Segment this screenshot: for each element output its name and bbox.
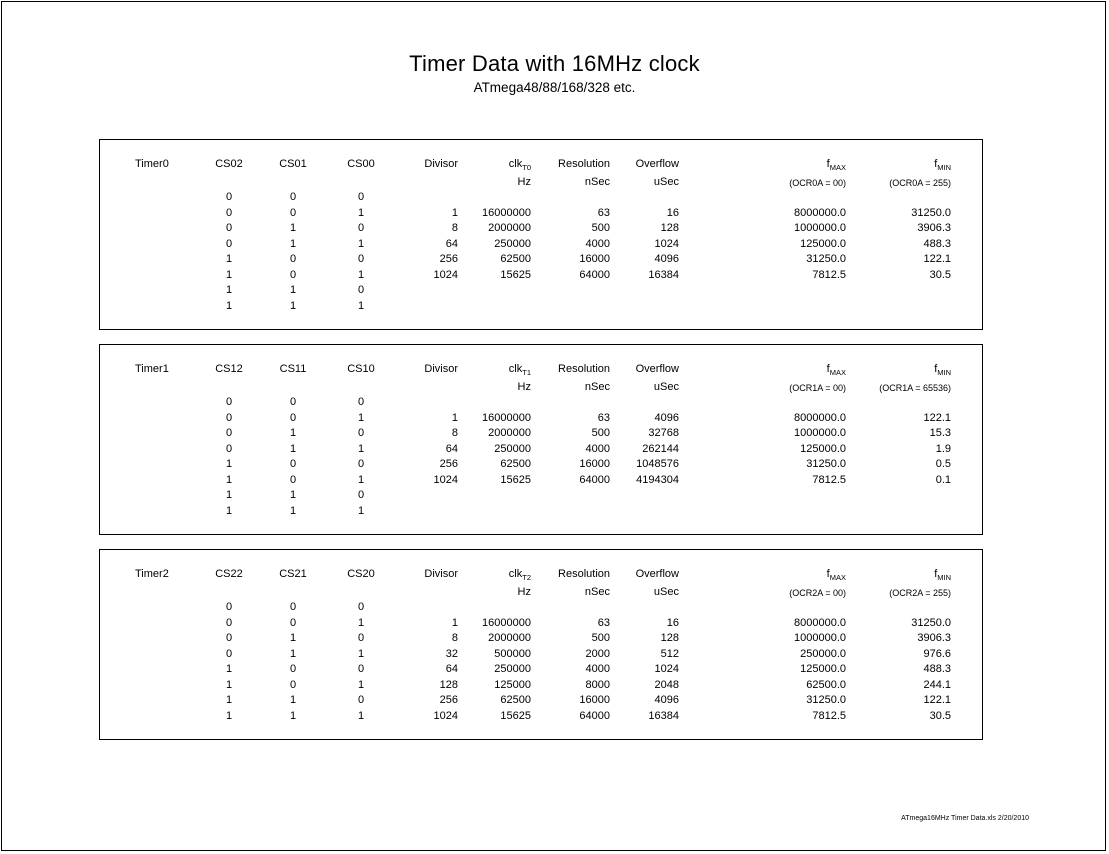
cs-bit-cell: 1 xyxy=(357,411,365,424)
clk-cell: 62500 xyxy=(500,253,531,265)
cs-bit-cell: 0 xyxy=(225,647,233,660)
cs-bit-cell: 0 xyxy=(289,268,297,281)
cs-bit-cell: 0 xyxy=(289,601,297,613)
clk-header-subscript: T0 xyxy=(522,163,531,172)
clk-header-subscript: T1 xyxy=(522,368,531,377)
clk-cell: 125000 xyxy=(494,678,531,691)
fmin-header xyxy=(851,158,951,171)
timer-name: Timer1 xyxy=(135,363,169,375)
divisor-cell: 256 xyxy=(439,458,458,470)
divisor-cell: 1 xyxy=(451,616,458,629)
cs-bit-cell: 1 xyxy=(357,678,365,691)
fmax-header-subscript: MAX xyxy=(829,368,846,377)
fmin-cell: 30.5 xyxy=(929,268,951,281)
fmin-cell: 1.9 xyxy=(935,442,951,455)
resolution-header: Resolution xyxy=(558,363,610,375)
overflow-cell: 16 xyxy=(666,616,679,629)
cs-bit-cell: 0 xyxy=(289,411,297,424)
cs-bit-cell: 1 xyxy=(289,709,297,722)
overflow-header: Overflow xyxy=(635,363,679,375)
divisor-header: Divisor xyxy=(424,158,458,170)
cs-header: CS01 xyxy=(279,158,307,170)
fmin-cell: 122.1 xyxy=(923,253,951,265)
cs-bit-cell: 1 xyxy=(225,458,233,470)
overflow-cell: 32768 xyxy=(648,427,679,439)
timer-table-timer2 xyxy=(99,549,983,740)
cs-bit-cell: 0 xyxy=(289,191,297,203)
cs-bit-cell: 1 xyxy=(357,504,365,517)
fmax-cell: 8000000.0 xyxy=(794,411,846,424)
cs-bit-cell: 1 xyxy=(357,268,365,281)
resolution-cell: 64000 xyxy=(579,268,610,281)
overflow-cell: 16384 xyxy=(648,709,679,722)
divisor-cell: 1024 xyxy=(433,268,458,281)
timer-table-timer1 xyxy=(99,344,983,535)
cs-bit-cell: 1 xyxy=(357,647,365,660)
cs-bit-cell: 0 xyxy=(289,206,297,219)
cs-bit-cell: 1 xyxy=(225,663,233,675)
divisor-header: Divisor xyxy=(424,568,458,580)
overflow-cell: 1024 xyxy=(654,663,679,675)
cs-header: CS10 xyxy=(347,363,375,375)
fmin-cell: 122.1 xyxy=(923,411,951,424)
cs-bit-cell: 1 xyxy=(225,694,233,706)
cs-bit-cell: 1 xyxy=(225,253,233,265)
fmin-cell: 31250.0 xyxy=(911,206,951,219)
cs-header: CS22 xyxy=(215,568,243,580)
resolution-cell: 8000 xyxy=(585,678,610,691)
fmin-cell: 122.1 xyxy=(923,694,951,706)
cs-bit-cell: 1 xyxy=(357,709,365,722)
cs-bit-cell: 0 xyxy=(357,427,365,439)
clk-cell: 250000 xyxy=(494,663,531,675)
divisor-cell: 1 xyxy=(451,206,458,219)
fmin-cell: 0.1 xyxy=(935,473,951,486)
resolution-header: Resolution xyxy=(558,158,610,170)
fmax-cell: 8000000.0 xyxy=(794,206,846,219)
fmax-header-base: f xyxy=(826,158,830,170)
clk-header-base: clk xyxy=(508,158,523,170)
timer-table-timer0 xyxy=(99,139,983,330)
fmin-header-subscript: MIN xyxy=(937,163,951,172)
resolution-cell: 16000 xyxy=(579,253,610,265)
fmax-unit: (OCR0A = 00) xyxy=(789,178,846,188)
fmax-cell: 1000000.0 xyxy=(794,222,846,234)
resolution-cell: 4000 xyxy=(585,442,610,455)
fmax-cell: 8000000.0 xyxy=(794,616,846,629)
overflow-cell: 16384 xyxy=(648,268,679,281)
cs-bit-cell: 0 xyxy=(225,396,233,408)
fmax-header-subscript: MAX xyxy=(829,163,846,172)
divisor-cell: 64 xyxy=(445,442,458,455)
timer-name: Timer0 xyxy=(135,158,169,170)
timer-name: Timer2 xyxy=(135,568,169,580)
cs-bit-cell: 0 xyxy=(289,458,297,470)
fmax-cell: 125000.0 xyxy=(800,237,846,250)
cs-bit-cell: 1 xyxy=(225,268,233,281)
cs-bit-cell: 0 xyxy=(357,632,365,644)
clk-unit: Hz xyxy=(517,381,531,393)
overflow-cell: 2048 xyxy=(654,678,679,691)
cs-bit-cell: 1 xyxy=(289,504,297,517)
cs-bit-cell: 0 xyxy=(225,442,233,455)
fmax-cell: 1000000.0 xyxy=(794,427,846,439)
cs-bit-cell: 1 xyxy=(357,299,365,312)
cs-header: CS21 xyxy=(279,568,307,580)
cs-bit-cell: 0 xyxy=(289,678,297,691)
cs-bit-cell: 1 xyxy=(357,473,365,486)
cs-bit-cell: 1 xyxy=(225,299,233,312)
fmin-cell: 31250.0 xyxy=(911,616,951,629)
cs-bit-cell: 1 xyxy=(225,489,233,501)
fmax-cell: 7812.5 xyxy=(812,268,846,281)
divisor-cell: 64 xyxy=(445,663,458,675)
cs-bit-cell: 1 xyxy=(225,678,233,691)
overflow-unit: uSec xyxy=(653,586,679,598)
overflow-unit: uSec xyxy=(653,381,679,393)
clk-cell: 500000 xyxy=(494,647,531,660)
overflow-cell: 512 xyxy=(660,647,679,660)
fmin-header xyxy=(851,363,951,376)
fmin-header-base: f xyxy=(934,568,938,580)
fmin-header xyxy=(851,568,951,581)
fmax-cell: 31250.0 xyxy=(806,253,846,265)
fmin-header-base: f xyxy=(934,158,938,170)
fmax-cell: 31250.0 xyxy=(806,458,846,470)
cs-bit-cell: 0 xyxy=(357,191,365,203)
cs-bit-cell: 1 xyxy=(289,237,297,250)
divisor-cell: 32 xyxy=(445,647,458,660)
cs-bit-cell: 1 xyxy=(289,647,297,660)
fmin-cell: 976.6 xyxy=(923,647,951,660)
fmin-header-base: f xyxy=(934,363,938,375)
overflow-header: Overflow xyxy=(635,158,679,170)
overflow-cell: 1024 xyxy=(654,237,679,250)
resolution-cell: 500 xyxy=(591,632,610,644)
cs-bit-cell: 0 xyxy=(225,411,233,424)
fmin-unit: (OCR2A = 255) xyxy=(889,588,951,598)
clk-cell: 16000000 xyxy=(482,206,531,219)
cs-bit-cell: 1 xyxy=(357,237,365,250)
overflow-cell: 262144 xyxy=(642,442,679,455)
clk-cell: 250000 xyxy=(494,237,531,250)
resolution-unit: nSec xyxy=(584,586,610,598)
cs-bit-cell: 0 xyxy=(357,284,365,296)
divisor-cell: 1 xyxy=(451,411,458,424)
cs-bit-cell: 0 xyxy=(225,237,233,250)
cs-header: CS02 xyxy=(215,158,243,170)
divisor-cell: 128 xyxy=(439,678,458,691)
cs-bit-cell: 0 xyxy=(357,253,365,265)
clk-cell: 16000000 xyxy=(482,616,531,629)
fmax-cell: 125000.0 xyxy=(800,442,846,455)
resolution-unit: nSec xyxy=(584,176,610,188)
cs-bit-cell: 0 xyxy=(357,222,365,234)
fmin-unit: (OCR0A = 255) xyxy=(889,178,951,188)
fmax-cell: 250000.0 xyxy=(800,647,846,660)
cs-bit-cell: 1 xyxy=(225,284,233,296)
resolution-cell: 63 xyxy=(597,206,610,219)
clk-cell: 16000000 xyxy=(482,411,531,424)
overflow-cell: 16 xyxy=(666,206,679,219)
divisor-cell: 64 xyxy=(445,237,458,250)
cs-bit-cell: 0 xyxy=(225,632,233,644)
cs-header: CS00 xyxy=(347,158,375,170)
resolution-header: Resolution xyxy=(558,568,610,580)
resolution-cell: 4000 xyxy=(585,237,610,250)
resolution-cell: 500 xyxy=(591,427,610,439)
cs-bit-cell: 1 xyxy=(357,442,365,455)
resolution-cell: 63 xyxy=(597,616,610,629)
fmin-cell: 488.3 xyxy=(923,663,951,675)
fmax-cell: 7812.5 xyxy=(812,473,846,486)
cs-bit-cell: 0 xyxy=(357,694,365,706)
fmax-unit: (OCR1A = 00) xyxy=(789,383,846,393)
resolution-cell: 2000 xyxy=(585,647,610,660)
fmax-cell: 62500.0 xyxy=(806,678,846,691)
cs-bit-cell: 1 xyxy=(289,299,297,312)
resolution-cell: 16000 xyxy=(579,458,610,470)
cs-bit-cell: 1 xyxy=(289,442,297,455)
cs-bit-cell: 0 xyxy=(289,253,297,265)
cs-bit-cell: 1 xyxy=(225,504,233,517)
resolution-cell: 16000 xyxy=(579,694,610,706)
overflow-cell: 1048576 xyxy=(636,458,679,470)
clk-header-base: clk xyxy=(508,568,523,580)
overflow-unit: uSec xyxy=(653,176,679,188)
cs-bit-cell: 0 xyxy=(225,222,233,234)
overflow-cell: 128 xyxy=(660,632,679,644)
fmin-cell: 3906.3 xyxy=(917,222,951,234)
cs-bit-cell: 0 xyxy=(289,473,297,486)
fmax-cell: 125000.0 xyxy=(800,663,846,675)
divisor-cell: 8 xyxy=(451,427,458,439)
cs-bit-cell: 0 xyxy=(225,427,233,439)
cs-bit-cell: 1 xyxy=(289,632,297,644)
fmax-header-base: f xyxy=(826,363,830,375)
cs-bit-cell: 0 xyxy=(357,458,365,470)
fmin-cell: 0.5 xyxy=(935,458,951,470)
clk-cell: 2000000 xyxy=(488,222,531,234)
resolution-unit: nSec xyxy=(584,381,610,393)
divisor-cell: 1024 xyxy=(433,709,458,722)
fmin-unit: (OCR1A = 65536) xyxy=(879,383,951,393)
cs-bit-cell: 1 xyxy=(357,616,365,629)
divisor-cell: 8 xyxy=(451,632,458,644)
fmin-cell: 3906.3 xyxy=(917,632,951,644)
resolution-cell: 4000 xyxy=(585,663,610,675)
fmax-header xyxy=(746,363,846,376)
cs-header: CS12 xyxy=(215,363,243,375)
fmin-header-subscript: MIN xyxy=(937,573,951,582)
clk-cell: 15625 xyxy=(500,473,531,486)
cs-bit-cell: 1 xyxy=(289,284,297,296)
overflow-header: Overflow xyxy=(635,568,679,580)
fmax-cell: 7812.5 xyxy=(812,709,846,722)
clk-cell: 62500 xyxy=(500,458,531,470)
resolution-cell: 63 xyxy=(597,411,610,424)
divisor-header: Divisor xyxy=(424,363,458,375)
cs-header: CS11 xyxy=(279,363,307,375)
fmin-header-subscript: MIN xyxy=(937,368,951,377)
clk-cell: 2000000 xyxy=(488,632,531,644)
cs-bit-cell: 0 xyxy=(225,616,233,629)
fmin-cell: 488.3 xyxy=(923,237,951,250)
divisor-cell: 1024 xyxy=(433,473,458,486)
cs-bit-cell: 1 xyxy=(289,694,297,706)
cs-bit-cell: 0 xyxy=(289,396,297,408)
cs-bit-cell: 0 xyxy=(289,663,297,675)
divisor-cell: 8 xyxy=(451,222,458,234)
fmax-unit: (OCR2A = 00) xyxy=(789,588,846,598)
fmax-header xyxy=(746,158,846,171)
clk-cell: 62500 xyxy=(500,694,531,706)
resolution-cell: 500 xyxy=(591,222,610,234)
clk-cell: 250000 xyxy=(494,442,531,455)
fmin-cell: 15.3 xyxy=(929,427,951,439)
cs-bit-cell: 1 xyxy=(289,222,297,234)
overflow-cell: 128 xyxy=(660,222,679,234)
page-title: Timer Data with 16MHz clock xyxy=(409,51,700,76)
clk-cell: 2000000 xyxy=(488,427,531,439)
cs-header: CS20 xyxy=(347,568,375,580)
fmin-cell: 244.1 xyxy=(923,678,951,691)
divisor-cell: 256 xyxy=(439,694,458,706)
fmax-header xyxy=(746,568,846,581)
cs-bit-cell: 0 xyxy=(357,396,365,408)
footer-file-info: ATmega16MHz Timer Data.xls 2/20/2010 xyxy=(901,815,1029,822)
clk-unit: Hz xyxy=(517,176,531,188)
cs-bit-cell: 1 xyxy=(289,489,297,501)
fmin-cell: 30.5 xyxy=(929,709,951,722)
divisor-cell: 256 xyxy=(439,253,458,265)
resolution-cell: 64000 xyxy=(579,709,610,722)
resolution-cell: 64000 xyxy=(579,473,610,486)
overflow-cell: 4194304 xyxy=(636,473,679,486)
clk-cell: 15625 xyxy=(500,709,531,722)
page-subtitle: ATmega48/88/168/328 etc. xyxy=(473,80,636,95)
cs-bit-cell: 1 xyxy=(225,709,233,722)
fmax-header-subscript: MAX xyxy=(829,573,846,582)
cs-bit-cell: 0 xyxy=(357,601,365,613)
overflow-cell: 4096 xyxy=(654,253,679,265)
cs-bit-cell: 0 xyxy=(225,601,233,613)
clk-header-base: clk xyxy=(508,363,523,375)
cs-bit-cell: 0 xyxy=(225,191,233,203)
cs-bit-cell: 0 xyxy=(289,616,297,629)
cs-bit-cell: 0 xyxy=(357,489,365,501)
overflow-cell: 4096 xyxy=(654,694,679,706)
overflow-cell: 4096 xyxy=(654,411,679,424)
fmax-header-base: f xyxy=(826,568,830,580)
cs-bit-cell: 1 xyxy=(357,206,365,219)
clk-header-subscript: T2 xyxy=(522,573,531,582)
cs-bit-cell: 1 xyxy=(289,427,297,439)
clk-cell: 15625 xyxy=(500,268,531,281)
cs-bit-cell: 0 xyxy=(225,206,233,219)
cs-bit-cell: 1 xyxy=(225,473,233,486)
cs-bit-cell: 0 xyxy=(357,663,365,675)
fmax-cell: 1000000.0 xyxy=(794,632,846,644)
fmax-cell: 31250.0 xyxy=(806,694,846,706)
clk-unit: Hz xyxy=(517,586,531,598)
